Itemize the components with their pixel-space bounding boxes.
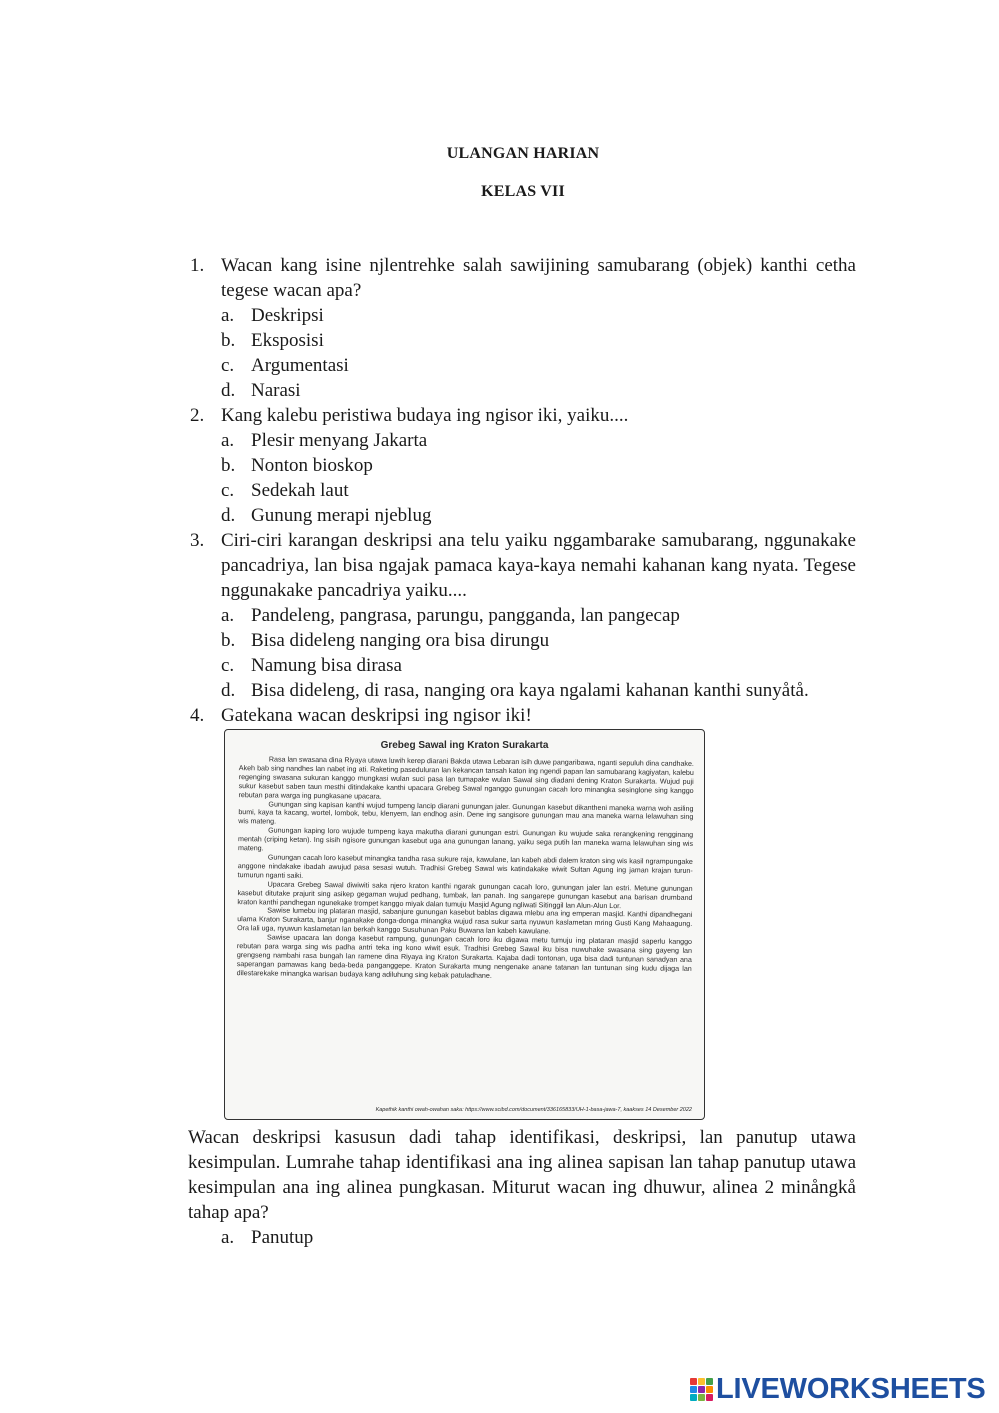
option-label: a. xyxy=(221,430,235,451)
option-text: Eksposisi xyxy=(251,330,324,351)
option-label: a. xyxy=(221,605,235,626)
question-3 xyxy=(190,528,856,603)
option-label: b. xyxy=(221,330,236,351)
option-text: Plesir menyang Jakarta xyxy=(251,430,428,451)
option-label: d. xyxy=(221,380,236,401)
passage-scan xyxy=(224,729,705,1120)
question-text: Ciri-ciri karangan deskripsi ana telu yaiku nggambarake samubarang, nggunakake pancadriya, lan bisa ngajak pamaca kaya-kaya nemahi kahanan kang nyata. Tegese nggunakake pancadriya yaiku.... xyxy=(221,530,856,601)
option-text: Panutup xyxy=(251,1227,314,1248)
passage-paragraph: Sawise upacara lan donga kasebut rampung, gunungan cacah loro iku digawa metu tumuju ing plataran masjid saperlu kanggo rebutan para warga sing wis padha antri teka ing kono wiwit esuk. Tradhisi Grebeg Sawal iku bisa nuwuhake swasana sing gayeng lan grengseng nambahi rasa bungah lan ramene dina Riyaya ing Kraton Surakarta. Kajaba dadi tontonan, uga bisa dadi tuntunan sanadyan ana saperangan pamawas kang beda-beda panganggepe. Kraton Surakarta mung nengenake anane tatanan lan tuntunan sing kudu dijaga lan dilestarekake minangka warisan budaya kang adiluhung sing kebak patuladhane. xyxy=(236,933,693,980)
passage-paragraph: Upacara Grebeg Sawal diwiwiti saka njero kraton kanthi ngarak gunungan cacah loro, gunungan jaler lan estri. Metune gunungan kasebut ditutake prajurit sing asikep gegaman wujud pedhang, tumbak, lan panah. Ing sangarepe gunungan kasebut ana barisan drumband kraton kanthi pandhegan ngunekake trompet kanggo miyak dalan tumuju Masjid Agung ngliwati Sitinggil lan Alun-Alun Lor. xyxy=(237,880,693,910)
question-4-continuation: Wacan deskripsi kasusun dadi tahap identifikasi, deskripsi, lan panutup utawa kesimpulan. Lumrahe tahap identifikasi ana ing alinea sapisan lan tahap panutup utawa kesimpulan ana ing alinea pungkasan. Miturut wacan ing dhuwur, alinea 2 minångkå tahap apa? xyxy=(188,1127,856,1223)
option-label: b. xyxy=(221,630,236,651)
passage-paragraph: Gunungan kaping loro wujude tumpeng kaya makutha diarani gunungan estri. Gunungan iku wujude saka rerangkening rengginang mentah (criping ketan). Ing sisih ngisore gunungan kasebut uga ana gunungan lanang, yaiku sega putih lan maneka warna lelawuhan sing wis mateng. xyxy=(237,826,694,853)
option-label: d. xyxy=(221,505,236,526)
option-label: a. xyxy=(221,1227,235,1248)
option-label: c. xyxy=(221,655,235,676)
option-text: Nonton bioskop xyxy=(251,455,373,476)
option-text: Bisa dideleng, di rasa, nanging ora kaya ngalami kahanan kanthi sunyåtå. xyxy=(251,680,809,701)
question-number: 4. xyxy=(190,705,205,726)
question-number: 1. xyxy=(190,255,205,276)
passage-body xyxy=(224,751,704,983)
question-1 xyxy=(190,253,856,303)
question-2 xyxy=(190,403,856,428)
liveworksheets-logo-icon xyxy=(690,1378,712,1400)
option-text: Sedekah laut xyxy=(251,480,349,501)
question-number: 3. xyxy=(190,530,205,551)
passage-paragraph: Rasa lan swasana dina Riyaya utawa luwih kerep diarani Bakda utawa Lebaran isih duwe pangaribawa, nganti sepuluh dina candhake. Akeh bab sing nandhes lan nabet ing ati. Raketing paseduluran lan kekancan tansah katon ing ngendi papan lan samubarang kagiyatan, kalebu regenging swasana sukuran kanggo mungkasi wulan suci pasa lan tumapake wulan Sawal sing diadani dening Kraton Surakarta. Wujud puji sukur kasebut saben taun mesthi ditindakake kanthi upacara Grebeg Sawal nganggo gunungan cacah loro minangka sesinglone sing kanggo rebutan para warga ing pungkasane upacara. xyxy=(238,755,694,801)
option-label: c. xyxy=(221,480,235,501)
passage-paragraph: Gunungan sing kapisan kanthi wujud tumpeng lancip diarani gunungan jaler. Gunungan kasebut dikantheni maneka warna woh asiling bumi, kaya ta kacang, wortel, lombok, tebu, klenyem, lan endhog asin. Dene ing sangisore gunungan mau ana maneka warna lelawuhan sing wis mateng. xyxy=(238,799,694,826)
option-text: Pandeleng, pangrasa, parungu, pangganda, lan pangecap xyxy=(251,605,680,626)
question-number: 2. xyxy=(190,405,205,426)
liveworksheets-brand-text: LIVEWORKSHEETS xyxy=(716,1372,986,1405)
option-label: b. xyxy=(221,455,236,476)
passage-source: Kapethik kanthi owah-owahan saka: https://www.scibd.com/document/336165833/UH-1-basa-jawa-7, kaakses 14 Desember 2022 xyxy=(375,1107,692,1113)
question-4 xyxy=(190,703,856,728)
option-text: Namung bisa dirasa xyxy=(251,655,402,676)
option-text: Gunung merapi njeblug xyxy=(251,505,432,526)
question-text: Wacan kang isine njlentrehke salah sawijining samubarang (objek) kanthi cetha tegese wacan apa? xyxy=(221,255,856,301)
option-text: Narasi xyxy=(251,380,301,401)
option-text: Bisa dideleng nanging ora bisa dirungu xyxy=(251,630,550,651)
option-label: c. xyxy=(221,355,235,376)
question-text: Gatekana wacan deskripsi ing ngisor iki! xyxy=(221,705,532,726)
liveworksheets-brand[interactable] xyxy=(690,1374,986,1404)
option-label: d. xyxy=(221,680,236,701)
page-subtitle: KELAS VII xyxy=(481,183,565,200)
option-text: Deskripsi xyxy=(251,305,324,326)
option-label: a. xyxy=(221,305,235,326)
page-title: ULANGAN HARIAN xyxy=(446,145,600,162)
passage-paragraph: Gunungan cacah loro kasebut minangka tandha rasa sukure raja, kawulane, lan kabeh abdi dalem kraton sing wis kasil ngrampungake anggone nindakake ibadah awujud pasa sesasi wutuh. Tradhisi Grebeg Sawal wis katindakake wiwit Sultan Agung ing jaman krajan turun-tumurun nganti saiki. xyxy=(237,853,693,880)
passage-paragraph: Sawise lumebu ing plataran masjid, sabanjure gunungan kasebut bablas digawa mlebu ana ing emperan masjid. Kanthi dipandhegani ulama Kraton Surakarta, banjur nganakake donga-donga minangka wujud rasa sukur sarta nyuwun kaslametan mring Gusti Kang Mahaagung. Ora lali uga, nyuwun kaslametan lan berkah kanggo Susuhunan Paku Buwana lan kabeh kawulane. xyxy=(237,906,693,936)
option-text: Argumentasi xyxy=(251,355,349,376)
passage-title: Grebeg Sawal ing Kraton Surakarta xyxy=(380,740,549,751)
question-text: Kang kalebu peristiwa budaya ing ngisor iki, yaiku.... xyxy=(221,405,629,426)
